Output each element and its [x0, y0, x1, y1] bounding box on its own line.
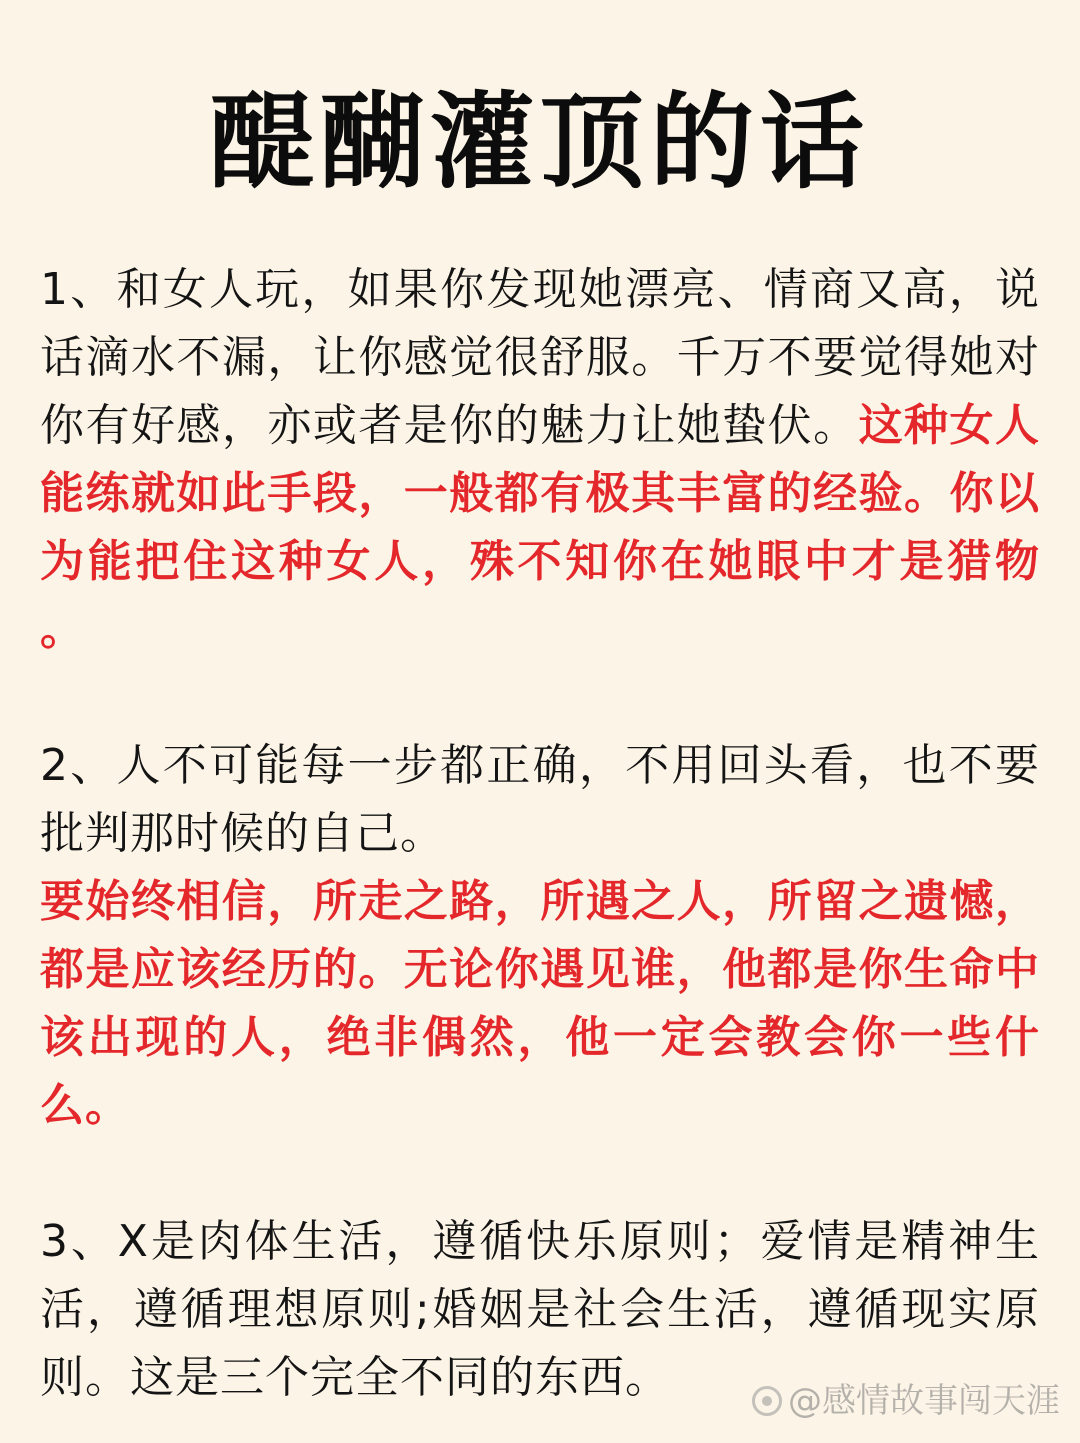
paragraph-2-highlight: 要始终相信，所走之路，所遇之人，所留之遗憾，都是应该经历的。无论你遇见谁，他都是你生命中该出现的人，绝非偶然，他一定会教会你一些什么。	[40, 876, 1040, 1131]
page-title: 醍醐灌顶的话	[209, 81, 870, 203]
watermark-logo-icon	[752, 1386, 782, 1416]
article-body	[40, 256, 1040, 1412]
paragraph-1	[40, 256, 1040, 664]
watermark-text: @感情故事闯天涯	[788, 1381, 1060, 1421]
paragraph-2	[40, 732, 1040, 1140]
paragraph-2-text: 2、人不可能每一步都正确，不用回头看，也不要批判那时候的自己。	[40, 740, 1040, 859]
paragraph-1-highlight: 这种女人能练就如此手段，一般都有极其丰富的经验。你以为能把住这种女人，殊不知你在她眼中才是猎物 。	[40, 400, 1041, 655]
paragraph-1-text: 1、和女人玩，如果你发现她漂亮、情商又高，说话滴水不漏，让你感觉很舒服。千万不要觉得她对你有好感，亦或者是你的魅力让她蛰伏。	[40, 264, 1040, 451]
watermark	[752, 1381, 1060, 1421]
paragraph-3-text: 3、X是肉体生活，遵循快乐原则；爱情是精神生活，遵循理想原则;婚姻是社会生活，遵循现实原则。这是三个完全不同的东西。	[40, 1216, 1040, 1403]
